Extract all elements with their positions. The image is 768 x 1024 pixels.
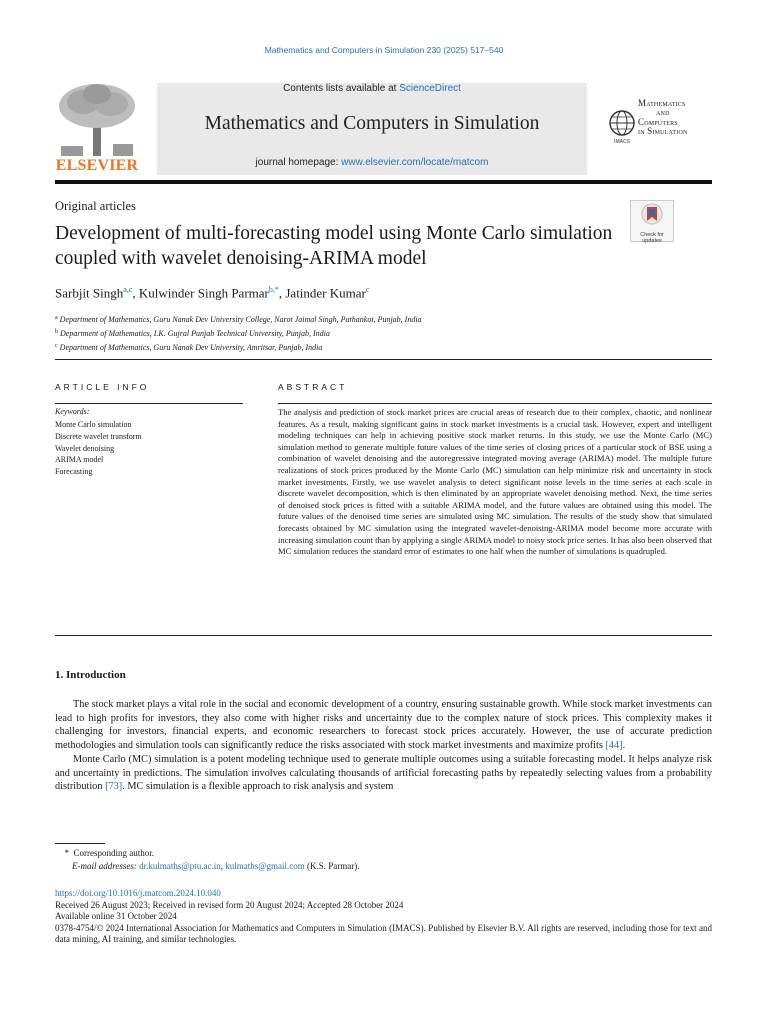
affiliations — [55, 312, 422, 354]
citation-link[interactable]: [73] — [105, 781, 123, 793]
affiliation-item — [55, 312, 422, 326]
journal-citation[interactable]: Mathematics and Computers in Simulation 230 (2025) 517–540 — [264, 45, 504, 55]
homepage-prefix: journal homepage: — [255, 157, 342, 168]
author-affil-marker[interactable]: c — [365, 285, 370, 294]
homepage-link[interactable]: www.elsevier.com/locate/matcom — [341, 157, 489, 168]
affiliation-item — [55, 326, 422, 340]
affiliation-marker: c — [55, 343, 58, 349]
keyword-item: Discrete wavelet transform — [55, 431, 142, 441]
bookmark-icon — [631, 201, 673, 227]
paragraph-text: Monte Carlo (MC) simulation is a potent modeling technique used to generate multiple outcomes using a suitable forecasting model. It helps analyze risk and uncertainty in predictions. The simulation involves calculating thousands of artificial forecasting paths by repeatedly selecting values from a probability distribution — [55, 753, 712, 793]
email-link[interactable]: dr.kulmaths@ptu.ac.in — [139, 860, 221, 871]
journal-logo-line: in Simulation — [638, 126, 688, 137]
email-label: E-mail addresses: — [72, 860, 137, 871]
author-affil-marker[interactable]: b,* — [268, 285, 279, 294]
elsevier-logo — [55, 80, 155, 175]
header-rule — [55, 180, 712, 184]
keyword-item: Monte Carlo simulation — [55, 420, 132, 429]
contents-line — [157, 83, 587, 94]
journal-logo-text — [638, 99, 688, 137]
author-name[interactable]: Sarbjit Singh — [55, 285, 124, 301]
abstract-text: The analysis and prediction of stock market prices are crucial areas of research due to their complex, chaotic, and nonlinear features. As a result, making significant gains in stock market investments is a crucial task. However, expert and intelligent modeling techniques can help in achieving positive stock market returns. In this study, we use the Monte Carlo (MC) simulation method to generate multiple future values of the time series of closing prices of a particular stock of BSE using a combination of wavelet denoising and the autoregressive integrated moving average (ARIMA) model. The multiple future realizations of stock prices produced by the Monte Carlo (MC) simulation can help minimize risk and uncertainty in stock market investments. Firstly, we use wavelet analysis to detect significant noise levels in the time series at each scale in discrete wavelet decomposition, which is then eliminated by an appropriate wavelet denoising method. Next, the time series of denoised stock prices is fitted with a suitable ARIMA model, and the future values are obtained using this model. The future values of the denoised time series are simulated using MC simulation. The results of the study show that simulated forecasts obtained by MC simulation using the integrated wavelet-denoising-ARIMA model become more accurate with increasing simulation count than by applying a single ARIMA model to noisy stock price series. It has also been observed that MC simulation reduces the standard error of estimates to one half when the number of simulations is quadrupled. — [278, 407, 712, 557]
contents-prefix: Contents lists available at — [283, 83, 400, 94]
divider — [278, 403, 712, 404]
affiliation-item — [55, 340, 422, 354]
keyword-list — [55, 419, 142, 478]
author-name[interactable]: Jatinder Kumar — [285, 285, 366, 301]
history-dates: Received 26 August 2023; Received in revised form 20 August 2024; Accepted 28 October 2024 — [55, 899, 404, 910]
email-suffix: (K.S. Parmar). — [306, 860, 360, 871]
author-name[interactable]: Kulwinder Singh Parmar — [138, 285, 269, 301]
article-title: Development of multi-forecasting model using Monte Carlo simulation coupled with wavelet denoising-ARIMA model — [55, 223, 613, 269]
divider — [55, 403, 243, 404]
section-heading-introduction: 1. Introduction — [55, 669, 126, 681]
check-updates-label: Check for updates — [640, 232, 664, 244]
email-link[interactable]: kulmaths@gmail.com — [225, 860, 305, 871]
check-for-updates-button[interactable] — [630, 200, 674, 242]
paragraph — [55, 753, 712, 794]
affiliation-marker: b — [55, 329, 58, 335]
author-list: Sarbjit Singh$^{a,c}$, Kulwinder Singh Parmar$^{b,*}$, Jatinder Kumar$^c$ — [55, 285, 370, 301]
paragraph-text: . MC simulation is a flexible approach to risk analysis and system — [122, 781, 394, 793]
divider — [55, 359, 712, 360]
affiliation-marker: a — [55, 315, 58, 321]
publisher-logo-text: ELSEVIER — [55, 157, 139, 174]
divider — [55, 635, 712, 636]
article-meta — [55, 888, 712, 946]
keywords-label: Keywords: — [55, 407, 90, 416]
journal-homepage — [157, 157, 587, 168]
journal-logo-line: Mathematics — [638, 98, 686, 108]
journal-logo — [606, 95, 716, 155]
corresponding-author-note: * Corresponding author. — [60, 848, 154, 858]
journal-title: Mathematics and Computers in Simulation — [204, 113, 540, 134]
imacs-badge: IMACS — [614, 139, 630, 145]
article-type: Original articles — [55, 199, 136, 213]
keyword-item: Wavelet denoising — [55, 443, 115, 453]
globe-icon — [608, 109, 636, 137]
footnote-rule — [55, 843, 105, 844]
abstract-heading: ABSTRACT — [278, 382, 348, 392]
paragraph: The stock market plays a vital role in the social and economic development of a country, ensuring sustainable growth. While stock market investments can lead to high profits for investors, they also come with higher risks and uncertainty due to the complex nature of stock prices. This complexity makes it challenging for investors, financial experts, and economic researchers to forecast stock prices accurately. However, the use of accurate prediction methodologies and simulation tools can significantly reduce the risks associated with stock market investments and maximize profits [44]. — [55, 699, 712, 752]
footnote — [60, 847, 359, 872]
keyword-item: Forecasting — [55, 467, 93, 477]
citation-link[interactable]: [44] — [605, 740, 623, 752]
author-affil-marker[interactable]: a,c — [123, 285, 133, 294]
affiliation-text: Department of Mathematics, I.K. Gujral Punjab Technical University, Punjab, India — [60, 329, 330, 338]
email-addresses: E-mail addresses: dr.kulmaths@ptu.ac.in, kulmaths@gmail.com (K.S. Parmar). — [72, 860, 360, 871]
paragraph-text: The stock market plays a vital role in the social and economic development of a country, ensuring sustainable growth. While stock market investments can lead to high profits for investors, they also come with higher risks and uncertainty due to the complex nature of stock prices. This complexity makes it challenging for investors, financial experts, and economic researchers to forecast stock prices accurately. However, the use of accurate prediction methodologies and simulation tools can significantly reduce the risks associated with stock market investments and maximize profits — [55, 699, 712, 752]
sciencedirect-link[interactable]: ScienceDirect — [399, 83, 461, 94]
tree-icon — [55, 80, 139, 158]
journal-logo-line: Computers — [638, 116, 678, 127]
affiliation-text: Department of Mathematics, Guru Nanak Dev University, Amritsar, Punjab, India — [59, 343, 323, 352]
copyright-notice: 0378-4754/© 2024 International Association for Mathematics and Computers in Simulation (IMACS). Published by Elsevier B.V. All rights are reserved, including those for text and data mining, AI training, and similar technologies. — [55, 922, 712, 944]
keyword-item: ARIMA model — [55, 455, 104, 465]
affiliation-text: Department of Mathematics, Guru Nanak Dev University College, Narot Jaimal Singh, Pathankot, Punjab, India — [59, 315, 422, 324]
journal-logo-line: and — [656, 107, 670, 118]
article-info-heading: ARTICLE INFO — [55, 382, 150, 392]
doi-link[interactable]: https://doi.org/10.1016/j.matcom.2024.10.040 — [55, 888, 221, 898]
introduction-body — [55, 698, 712, 794]
corresponding-author-text: Corresponding author. — [73, 848, 154, 858]
available-online: Available online 31 October 2024 — [55, 911, 177, 921]
